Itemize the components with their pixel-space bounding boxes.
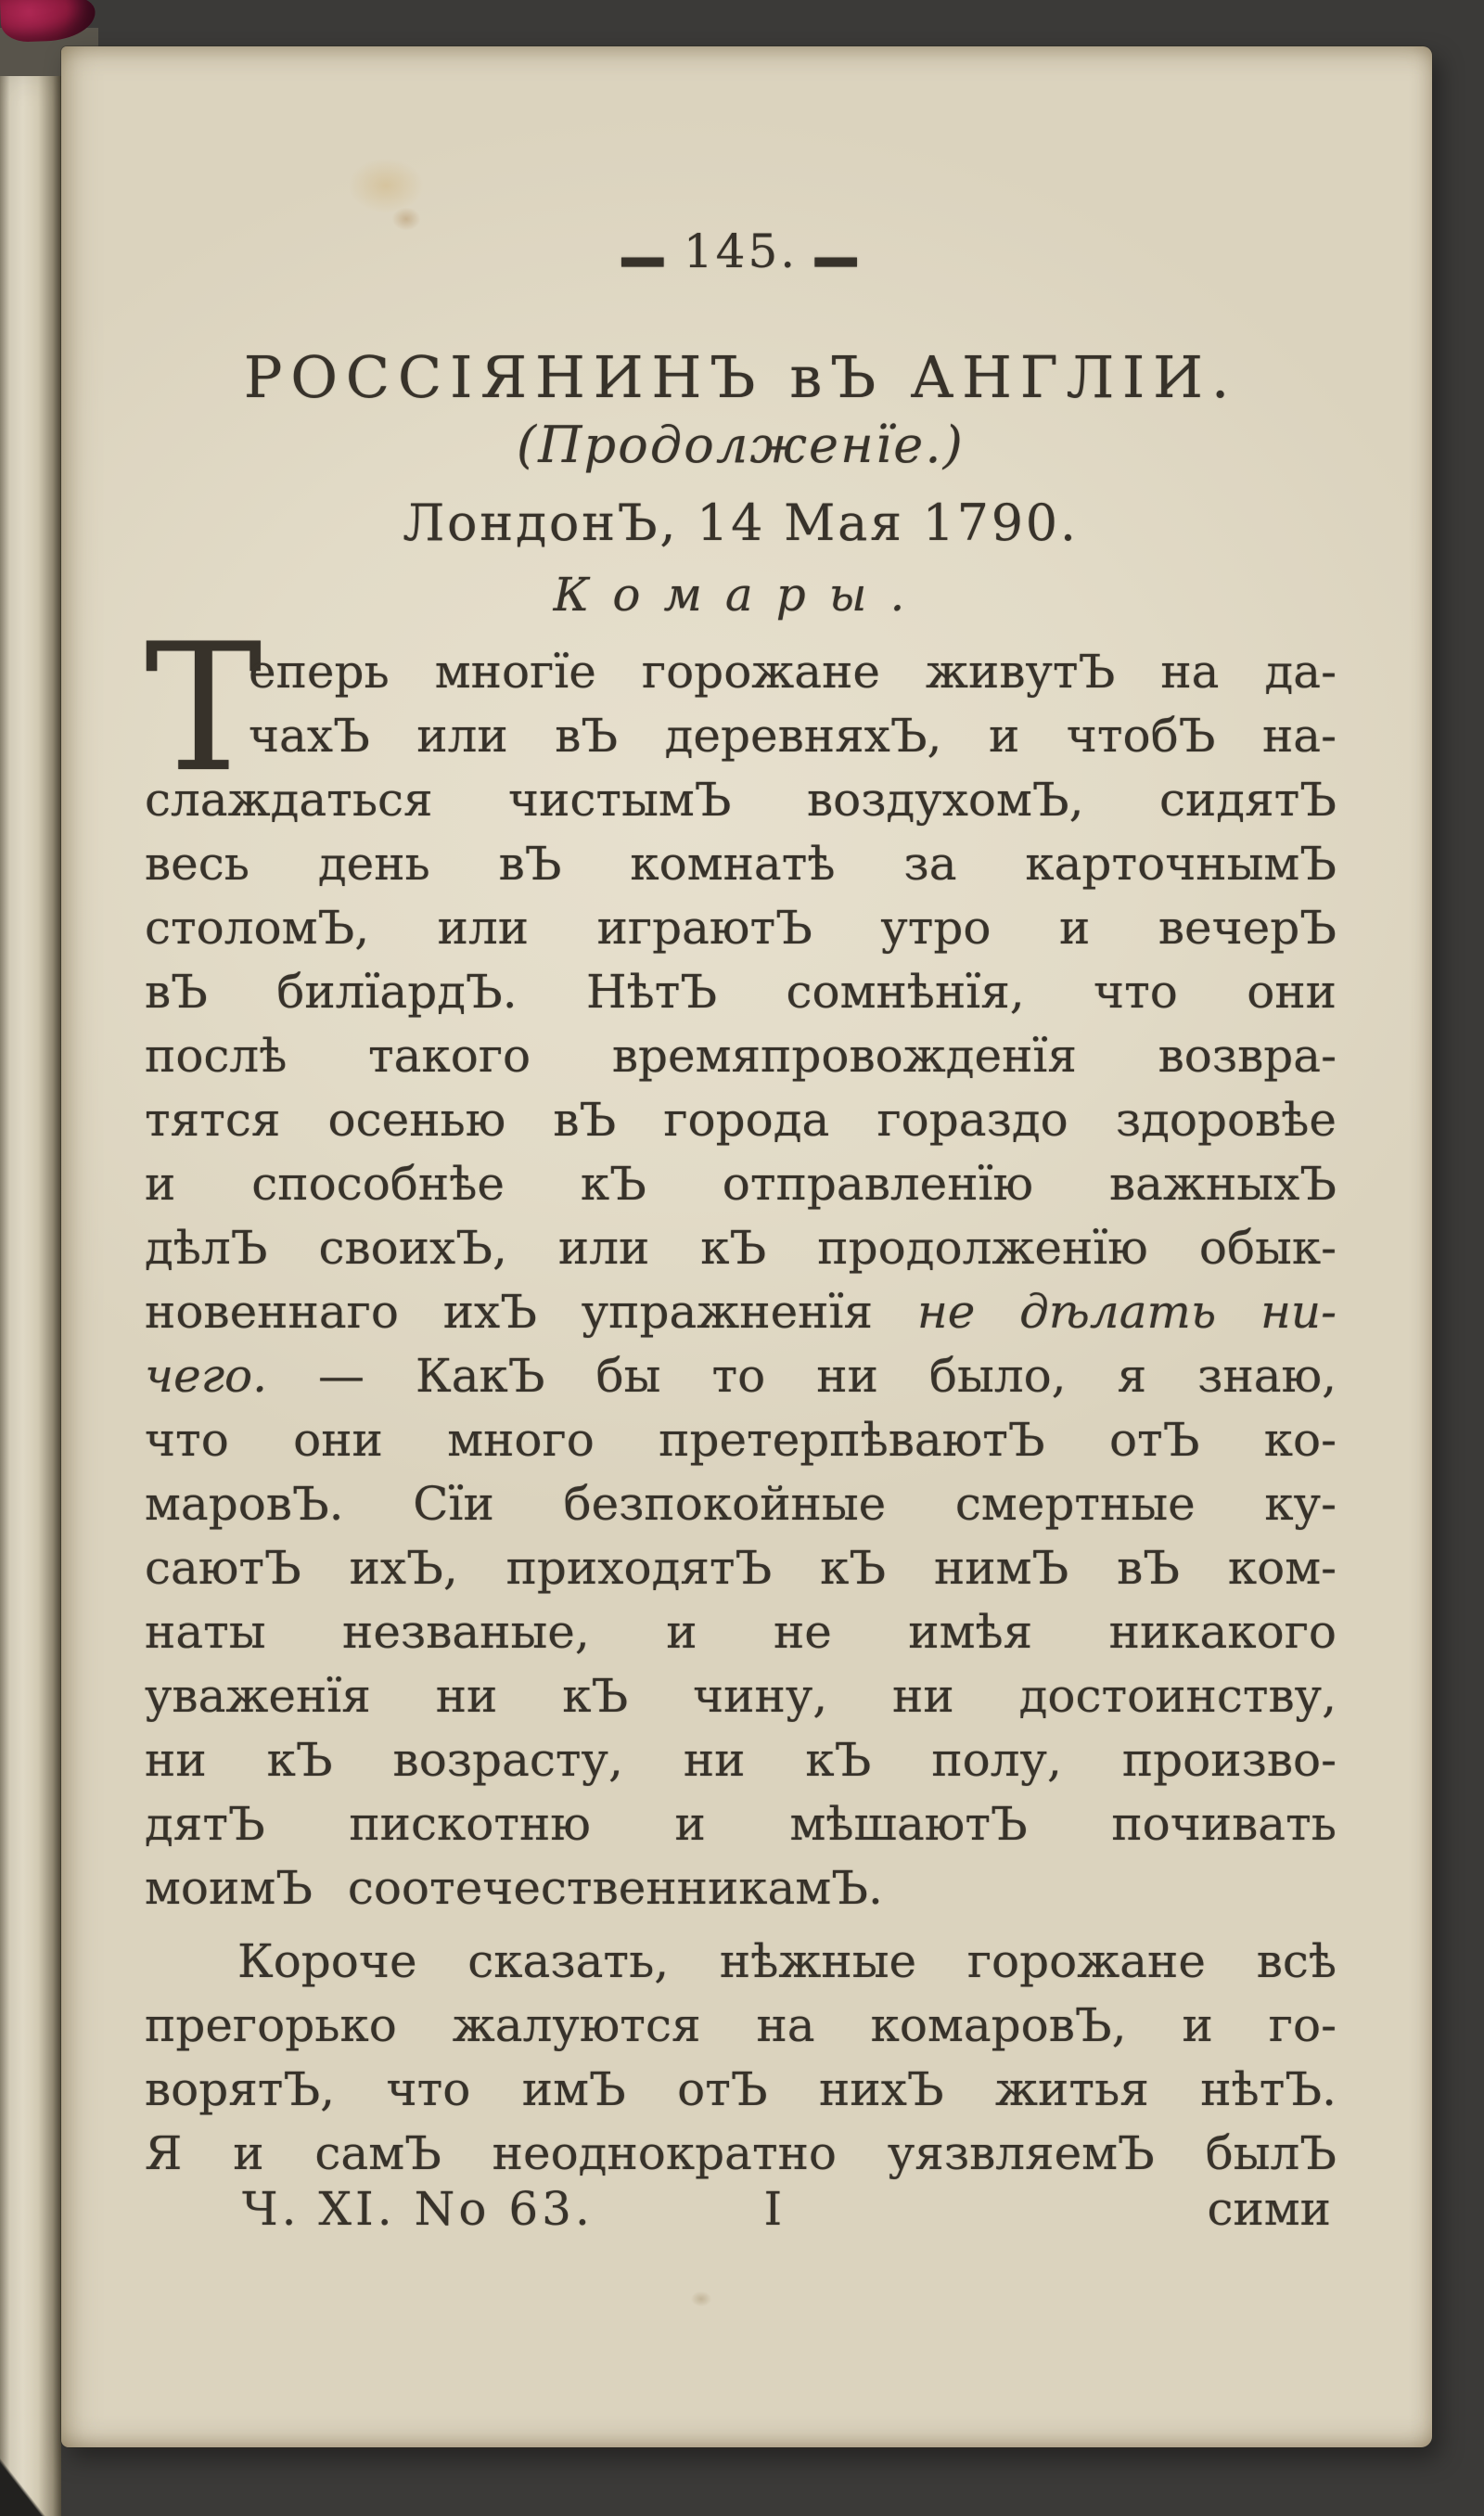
- text-line: Я и самЪ неоднократно уязвляемЪ былЪ: [145, 2126, 1337, 2180]
- text-line: прегорько жалуются на комаровЪ, и го-: [145, 1998, 1337, 2052]
- text-line: уваженїя ни кЪ чину, ни достоинству,: [145, 1669, 1337, 1723]
- text-line: саютЪ ихЪ, приходятЪ кЪ нимЪ вЪ ком-: [145, 1541, 1337, 1595]
- text-line: моимЪ соотечественникамЪ.: [145, 1861, 883, 1915]
- text-line: [145, 1280, 1337, 1344]
- page-number-dash-right: —: [812, 168, 863, 335]
- page-number-value: 145.: [683, 225, 799, 278]
- text-line: и способнѣе кЪ отправленїю важныхЪ: [145, 1157, 1337, 1211]
- page-number: [145, 168, 1337, 335]
- text-line: наты незваные, и не имѣя никакого: [145, 1605, 1337, 1659]
- text-segment-italic: не дѣлать ни-: [916, 1285, 1337, 1339]
- text-line: чахЪ или вЪ деревняхЪ, и чтобЪ на-: [249, 709, 1337, 763]
- drop-cap: Т: [145, 606, 262, 811]
- text-line: дѣлЪ своихЪ, или кЪ продолженїю обык-: [145, 1221, 1337, 1275]
- text-segment-italic: чего.: [145, 1349, 267, 1403]
- text-line: весь день вЪ комнатѣ за карточнымЪ: [145, 837, 1337, 891]
- text-line: ворятЪ, что имЪ отЪ нихЪ житья нѣтЪ.: [145, 2062, 1337, 2116]
- text-line: еперь многїе горожане живутЪ на да-: [249, 645, 1337, 699]
- page-number-dash-left: —: [619, 168, 669, 335]
- section-heading: Комары.: [553, 568, 928, 622]
- article-title: РОССІЯНИНЪ вЪ АНГЛІИ.: [243, 343, 1238, 411]
- gathering-letter: I: [763, 2182, 783, 2236]
- text-line: вЪ билїардЪ. НѣтЪ сомнѣнїя, что они: [145, 965, 1337, 1019]
- catchword: сими: [1207, 2182, 1331, 2236]
- text-line: послѣ такого времяпровожденїя возвра-: [145, 1029, 1337, 1083]
- text-line: Короче сказать, нѣжные горожане всѣ: [237, 1934, 1337, 1988]
- signature-mark: Ч. XI. No 63.: [242, 2182, 594, 2236]
- text-line: что они много претерпѣваютЪ отЪ ко-: [145, 1413, 1337, 1467]
- text-line: слаждаться чистымЪ воздухомЪ, сидятЪ: [145, 773, 1337, 827]
- text-line: ни кЪ возрасту, ни кЪ полу, произво-: [145, 1733, 1337, 1787]
- text-line: [145, 1344, 1337, 1408]
- text-column: [145, 168, 1337, 2384]
- book-page: [61, 46, 1432, 2447]
- text-line: тятся осенью вЪ города гораздо здоровѣе: [145, 1093, 1337, 1147]
- paragraph-2: [145, 1930, 1337, 2186]
- page-footer: [145, 2182, 1337, 2247]
- book-spine-edge: [0, 41, 61, 2516]
- text-line: маровЪ. Сїи безпокойные смертные ку-: [145, 1477, 1337, 1531]
- text-line: столомЪ, или играютЪ утро и вечерЪ: [145, 901, 1337, 955]
- text-line: дятЪ пискотню и мѣшаютЪ почивать: [145, 1797, 1337, 1851]
- dateline: ЛондонЪ, 14 Мая 1790.: [403, 494, 1079, 552]
- text-segment: — КакЪ бы то ни было, я знаю,: [266, 1349, 1337, 1403]
- text-segment: новеннаго ихЪ упражненїя: [145, 1285, 917, 1339]
- paragraph-1: [145, 606, 1337, 1920]
- continuation-note: (Продолженїе.): [517, 416, 965, 474]
